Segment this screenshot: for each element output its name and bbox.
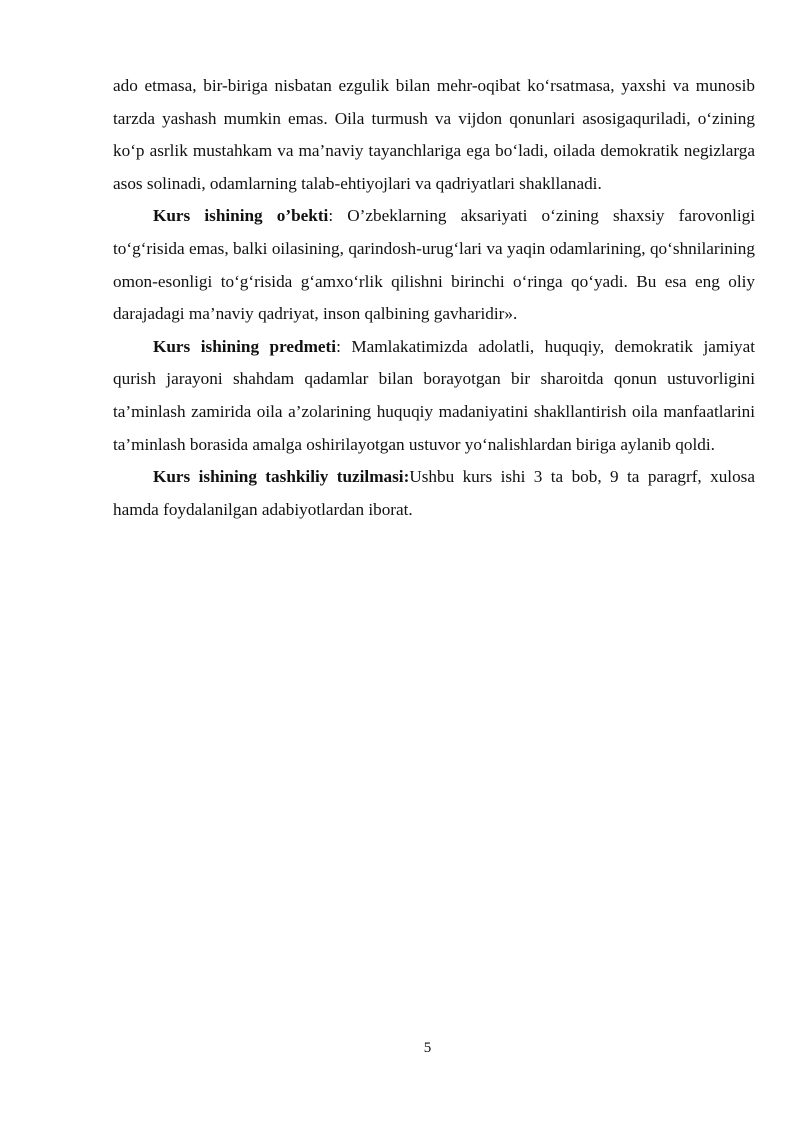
paragraph-structure [113, 461, 755, 526]
paragraph-object [113, 200, 755, 330]
paragraph-text: : Mamlakatimizda adolatli, huquqiy, demokratik jamiyat qurish jarayoni shahdam qadamlar bilan borayotgan bir sharoitda qonun ustuvorligini ta’minlash zamirida oila a’zolarining huquqiy madaniyatini shakllantirish oila manfaatlarini ta’minlash borasida amalga oshirilayotgan ustuvor yo‘nalishlardan biriga aylanib qoldi. [113, 336, 755, 454]
paragraph-continuation [113, 70, 755, 200]
paragraph-text: Ushbu kurs ishi 3 ta bob, 9 ta paragrf, xulosa hamda foydalanilgan adabiyotlardan iborat. [113, 467, 755, 519]
paragraph-lead: Kurs ishining predmeti [153, 336, 337, 356]
paragraph-lead: Kurs ishining o’bekti [153, 206, 329, 226]
paragraph-lead: Kurs ishining tashkiliy tuzilmasi: [153, 467, 410, 487]
paragraph-subject [113, 331, 755, 461]
paragraph-text: ado etmasa, bir-biriga nisbatan ezgulik bilan mehr-oqibat ko‘rsatmasa, yaxshi va munosib tarzda yashash mumkin emas. Oila turmush va vijdon qonunlari asosigaquriladi, o‘zining ko‘p asrlik mustahkam va ma’naviy tayanchlariga ega bo‘ladi, oilada demokratik negizlarga asos solinadi, odamlarning talab-ehtiyojlari va qadriyatlari shakllanadi. [113, 76, 755, 193]
page-number: 5 [423, 1040, 432, 1056]
document-page [113, 70, 755, 526]
paragraph-text: : O’zbeklarning aksariyati o‘zining shaxsiy farovonligi to‘g‘risida emas, balki oilasining, qarindosh-urug‘lari va yaqin odamlarining, qo‘shnilarining omon-esonligi to‘g‘risida g‘amxo‘rlik qilishni birinchi o‘ringa qo‘yadi. Bu esa eng oliy darajadagi ma’naviy qadriyat, inson qalbining gavharidir». [113, 206, 756, 324]
